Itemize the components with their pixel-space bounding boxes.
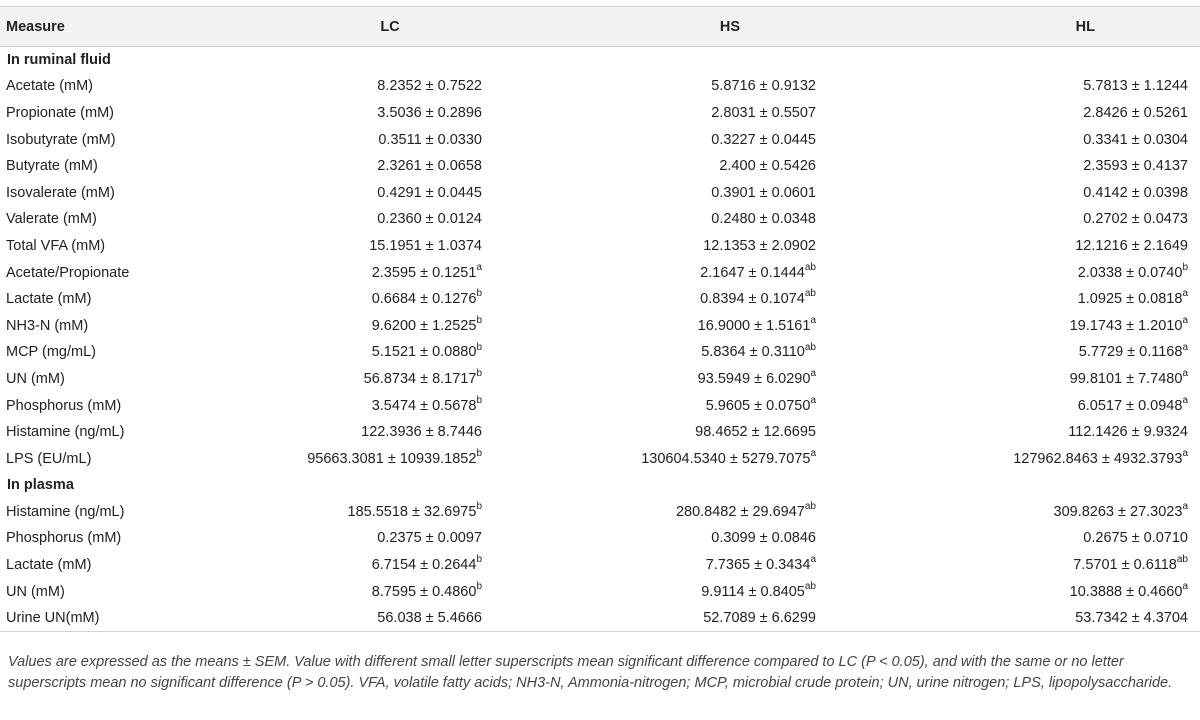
significance-superscript: ab bbox=[804, 580, 816, 592]
header-hl: HL bbox=[900, 7, 1200, 47]
row-label: Lactate (mM) bbox=[6, 557, 92, 574]
cell-value: 0.2702 ± 0.0473 bbox=[1083, 211, 1188, 228]
cell-value: 6.7154 ± 0.2644 bbox=[371, 557, 477, 574]
row-label: Isobutyrate (mM) bbox=[6, 131, 116, 148]
cell-value: 16.9000 ± 1.5161 bbox=[697, 317, 811, 334]
significance-superscript: b bbox=[476, 394, 482, 406]
significance-superscript: a bbox=[810, 314, 816, 326]
cell-value: 5.7729 ± 0.1168 bbox=[1078, 344, 1183, 361]
significance-superscript: a bbox=[1182, 288, 1188, 300]
cell-value: 127962.8463 ± 4932.3793 bbox=[1013, 450, 1183, 467]
cell-value: 53.7342 ± 4.3704 bbox=[1075, 610, 1188, 627]
cell-value: 2.0338 ± 0.0740 bbox=[1077, 264, 1183, 281]
cell-lc bbox=[220, 259, 560, 286]
row-label: Total VFA (mM) bbox=[6, 237, 106, 254]
table-footnote: Values are expressed as the means ± SEM. Value with different small letter superscripts mean significant difference compared to LC (P < 0.05), and with the same or no letter superscripts mean no significant difference (P > 0.05). VFA, volatile fatty acids; NH3-N, Ammonia-nitrogen; MCP, microbial crude protein; UN, urine nitrogen; LPS, lipopolysaccharide. bbox=[8, 654, 1173, 691]
cell-value: 0.6684 ± 0.1276 bbox=[371, 291, 477, 308]
cell-hl bbox=[900, 578, 1200, 605]
cell-value: 15.1951 ± 1.0374 bbox=[369, 237, 482, 254]
significance-superscript: a bbox=[1182, 501, 1188, 513]
row-label: Histamine (ng/mL) bbox=[6, 424, 125, 441]
header-lc: LC bbox=[220, 7, 560, 47]
row-label: MCP (mg/mL) bbox=[6, 344, 96, 361]
significance-superscript: ab bbox=[804, 341, 816, 353]
table-row bbox=[0, 153, 1200, 180]
cell-value: 3.5474 ± 0.5678 bbox=[371, 397, 477, 414]
header-measure: Measure bbox=[0, 7, 220, 47]
cell-hl bbox=[900, 445, 1200, 472]
table-row bbox=[0, 578, 1200, 605]
cell-value: 2.400 ± 0.5426 bbox=[719, 158, 816, 175]
cell-value: 0.3901 ± 0.0601 bbox=[711, 184, 816, 201]
significance-superscript: a bbox=[1182, 314, 1188, 326]
cell-value: 52.7089 ± 6.6299 bbox=[703, 610, 816, 627]
significance-superscript: a bbox=[1182, 341, 1188, 353]
cell-value: 2.1647 ± 0.1444 bbox=[700, 264, 805, 281]
cell-hl bbox=[900, 366, 1200, 393]
significance-superscript: a bbox=[810, 554, 816, 566]
cell-hs bbox=[560, 605, 900, 632]
cell-lc bbox=[220, 552, 560, 579]
cell-value: 0.2675 ± 0.0710 bbox=[1083, 530, 1188, 547]
significance-superscript: a bbox=[1182, 580, 1188, 592]
significance-superscript: b bbox=[476, 368, 482, 380]
significance-superscript: ab bbox=[804, 261, 816, 273]
cell-lc bbox=[220, 100, 560, 127]
cell-hs bbox=[560, 100, 900, 127]
cell-lc bbox=[220, 445, 560, 472]
cell-value: 5.8716 ± 0.9132 bbox=[711, 78, 816, 95]
row-label: Propionate (mM) bbox=[6, 104, 114, 121]
cell-lc bbox=[220, 605, 560, 632]
cell-value: 0.2480 ± 0.0348 bbox=[711, 211, 816, 228]
cell-lc bbox=[220, 233, 560, 260]
cell-value: 0.4142 ± 0.0398 bbox=[1083, 184, 1188, 201]
significance-superscript: b bbox=[476, 447, 482, 459]
cell-hl bbox=[900, 312, 1200, 339]
cell-value: 12.1216 ± 2.1649 bbox=[1075, 237, 1188, 254]
row-label: Phosphorus (mM) bbox=[6, 397, 122, 414]
cell-value: 0.3099 ± 0.0846 bbox=[711, 530, 816, 547]
header-row bbox=[0, 7, 1200, 47]
cell-value: 0.3227 ± 0.0445 bbox=[711, 131, 816, 148]
cell-hl bbox=[900, 605, 1200, 632]
cell-value: 280.8482 ± 29.6947 bbox=[675, 503, 805, 520]
significance-superscript: ab bbox=[804, 288, 816, 300]
cell-hl bbox=[900, 206, 1200, 233]
cell-value: 5.1521 ± 0.0880 bbox=[371, 344, 477, 361]
significance-superscript: ab bbox=[804, 501, 816, 513]
cell-lc bbox=[220, 286, 560, 313]
cell-value: 5.7813 ± 1.1244 bbox=[1083, 78, 1188, 95]
significance-superscript: b bbox=[476, 341, 482, 353]
significance-superscript: a bbox=[1182, 368, 1188, 380]
cell-hl bbox=[900, 259, 1200, 286]
cell-value: 2.3261 ± 0.0658 bbox=[377, 158, 482, 175]
cell-hl bbox=[900, 233, 1200, 260]
table-header bbox=[0, 7, 1200, 47]
cell-lc bbox=[220, 419, 560, 446]
cell-value: 98.4652 ± 12.6695 bbox=[695, 424, 816, 441]
cell-value: 0.3341 ± 0.0304 bbox=[1083, 131, 1188, 148]
cell-value: 2.8426 ± 0.5261 bbox=[1083, 104, 1188, 121]
significance-superscript: a bbox=[810, 394, 816, 406]
table-row bbox=[0, 100, 1200, 127]
cell-hl bbox=[900, 73, 1200, 100]
significance-superscript: b bbox=[476, 501, 482, 513]
significance-superscript: b bbox=[476, 580, 482, 592]
cell-value: 56.038 ± 5.4666 bbox=[377, 610, 482, 627]
significance-superscript: b bbox=[476, 288, 482, 300]
cell-lc bbox=[220, 73, 560, 100]
cell-value: 130604.5340 ± 5279.7075 bbox=[641, 450, 811, 467]
significance-superscript: a bbox=[1182, 394, 1188, 406]
cell-hl bbox=[900, 339, 1200, 366]
cell-hs bbox=[560, 419, 900, 446]
cell-hl bbox=[900, 552, 1200, 579]
cell-value: 3.5036 ± 0.2896 bbox=[377, 104, 482, 121]
cell-lc bbox=[220, 179, 560, 206]
section-title: In ruminal fluid bbox=[7, 52, 111, 69]
cell-value: 19.1743 ± 1.2010 bbox=[1069, 317, 1183, 334]
cell-value: 56.8734 ± 8.1717 bbox=[363, 370, 477, 387]
cell-hs bbox=[560, 525, 900, 552]
cell-value: 9.9114 ± 0.8405 bbox=[701, 583, 805, 600]
row-label: UN (mM) bbox=[6, 370, 65, 387]
cell-value: 5.8364 ± 0.3110 bbox=[701, 344, 805, 361]
cell-hs bbox=[560, 233, 900, 260]
cell-hl bbox=[900, 100, 1200, 127]
cell-lc bbox=[220, 366, 560, 393]
row-label: Acetate/Propionate bbox=[6, 264, 130, 281]
table-row bbox=[0, 499, 1200, 526]
table-row bbox=[0, 259, 1200, 286]
cell-value: 1.0925 ± 0.0818 bbox=[1077, 291, 1183, 308]
table-row bbox=[0, 339, 1200, 366]
table-row bbox=[0, 366, 1200, 393]
cell-lc bbox=[220, 578, 560, 605]
cell-hs bbox=[560, 392, 900, 419]
cell-value: 0.8394 ± 0.1074 bbox=[700, 291, 805, 308]
cell-hs bbox=[560, 153, 900, 180]
cell-lc bbox=[220, 153, 560, 180]
significance-superscript: a bbox=[810, 368, 816, 380]
cell-value: 99.8101 ± 7.7480 bbox=[1069, 370, 1183, 387]
cell-value: 185.5518 ± 32.6975 bbox=[347, 503, 477, 520]
table-row bbox=[0, 126, 1200, 153]
cell-lc bbox=[220, 339, 560, 366]
significance-superscript: a bbox=[1182, 447, 1188, 459]
row-label: Acetate (mM) bbox=[6, 78, 94, 95]
cell-hs bbox=[560, 73, 900, 100]
header-hs: HS bbox=[560, 7, 900, 47]
cell-hs bbox=[560, 126, 900, 153]
cell-hs bbox=[560, 179, 900, 206]
section-row bbox=[0, 472, 1200, 499]
row-label: Phosphorus (mM) bbox=[6, 530, 122, 547]
row-label: Valerate (mM) bbox=[6, 211, 97, 228]
cell-hl bbox=[900, 392, 1200, 419]
cell-hl bbox=[900, 419, 1200, 446]
significance-superscript: b bbox=[476, 554, 482, 566]
cell-hs bbox=[560, 339, 900, 366]
cell-hs bbox=[560, 259, 900, 286]
cell-lc bbox=[220, 206, 560, 233]
table-row bbox=[0, 233, 1200, 260]
significance-superscript: b bbox=[476, 314, 482, 326]
table-row bbox=[0, 179, 1200, 206]
cell-hs bbox=[560, 366, 900, 393]
section-row bbox=[0, 47, 1200, 74]
section-title: In plasma bbox=[7, 477, 74, 494]
row-label: Isovalerate (mM) bbox=[6, 184, 115, 201]
cell-value: 9.6200 ± 1.2525 bbox=[371, 317, 477, 334]
significance-superscript: ab bbox=[1176, 554, 1188, 566]
row-label: NH3-N (mM) bbox=[6, 317, 89, 334]
cell-value: 6.0517 ± 0.0948 bbox=[1077, 397, 1183, 414]
cell-lc bbox=[220, 499, 560, 526]
cell-hl bbox=[900, 525, 1200, 552]
cell-hs bbox=[560, 312, 900, 339]
cell-value: 0.2360 ± 0.0124 bbox=[377, 211, 482, 228]
cell-value: 2.8031 ± 0.5507 bbox=[711, 104, 816, 121]
row-label: UN (mM) bbox=[6, 583, 65, 600]
cell-hs bbox=[560, 578, 900, 605]
cell-value: 0.4291 ± 0.0445 bbox=[377, 184, 482, 201]
cell-hl bbox=[900, 499, 1200, 526]
cell-value: 12.1353 ± 2.0902 bbox=[703, 237, 816, 254]
results-table bbox=[0, 6, 1200, 632]
table-body bbox=[0, 47, 1200, 632]
cell-hl bbox=[900, 126, 1200, 153]
significance-superscript: a bbox=[810, 447, 816, 459]
cell-hs bbox=[560, 286, 900, 313]
cell-value: 10.3888 ± 0.4660 bbox=[1069, 583, 1183, 600]
row-label: Lactate (mM) bbox=[6, 291, 92, 308]
table-row bbox=[0, 392, 1200, 419]
cell-hl bbox=[900, 179, 1200, 206]
table-row bbox=[0, 525, 1200, 552]
cell-value: 2.3593 ± 0.4137 bbox=[1083, 158, 1188, 175]
cell-lc bbox=[220, 525, 560, 552]
table-row bbox=[0, 605, 1200, 632]
cell-value: 7.5701 ± 0.6118 bbox=[1073, 557, 1177, 574]
row-label: Histamine (ng/mL) bbox=[6, 503, 125, 520]
cell-value: 7.7365 ± 0.3434 bbox=[705, 557, 811, 574]
cell-value: 0.2375 ± 0.0097 bbox=[377, 530, 482, 547]
cell-lc bbox=[220, 312, 560, 339]
cell-value: 309.8263 ± 27.3023 bbox=[1053, 503, 1183, 520]
row-label: Urine UN(mM) bbox=[0, 605, 220, 632]
cell-value: 93.5949 ± 6.0290 bbox=[697, 370, 811, 387]
table-row bbox=[0, 445, 1200, 472]
table-row bbox=[0, 73, 1200, 100]
cell-value: 8.2352 ± 0.7522 bbox=[377, 78, 482, 95]
cell-hl bbox=[900, 286, 1200, 313]
table-row bbox=[0, 552, 1200, 579]
cell-hs bbox=[560, 206, 900, 233]
significance-superscript: b bbox=[1182, 261, 1188, 273]
table-row bbox=[0, 286, 1200, 313]
cell-value: 112.1426 ± 9.9324 bbox=[1068, 424, 1188, 441]
table-row bbox=[0, 419, 1200, 446]
cell-hl bbox=[900, 153, 1200, 180]
cell-value: 2.3595 ± 0.1251 bbox=[371, 264, 477, 281]
row-label: Butyrate (mM) bbox=[6, 158, 98, 175]
table-row bbox=[0, 312, 1200, 339]
table-row bbox=[0, 206, 1200, 233]
cell-value: 95663.3081 ± 10939.1852 bbox=[307, 450, 477, 467]
cell-hs bbox=[560, 445, 900, 472]
cell-value: 8.7595 ± 0.4860 bbox=[371, 583, 477, 600]
cell-lc bbox=[220, 392, 560, 419]
cell-value: 0.3511 ± 0.0330 bbox=[378, 131, 482, 148]
significance-superscript: a bbox=[476, 261, 482, 273]
cell-hs bbox=[560, 499, 900, 526]
cell-value: 5.9605 ± 0.0750 bbox=[705, 397, 811, 414]
cell-value: 122.3936 ± 8.7446 bbox=[361, 424, 482, 441]
cell-hs bbox=[560, 552, 900, 579]
cell-lc bbox=[220, 126, 560, 153]
row-label: LPS (EU/mL) bbox=[6, 450, 92, 467]
